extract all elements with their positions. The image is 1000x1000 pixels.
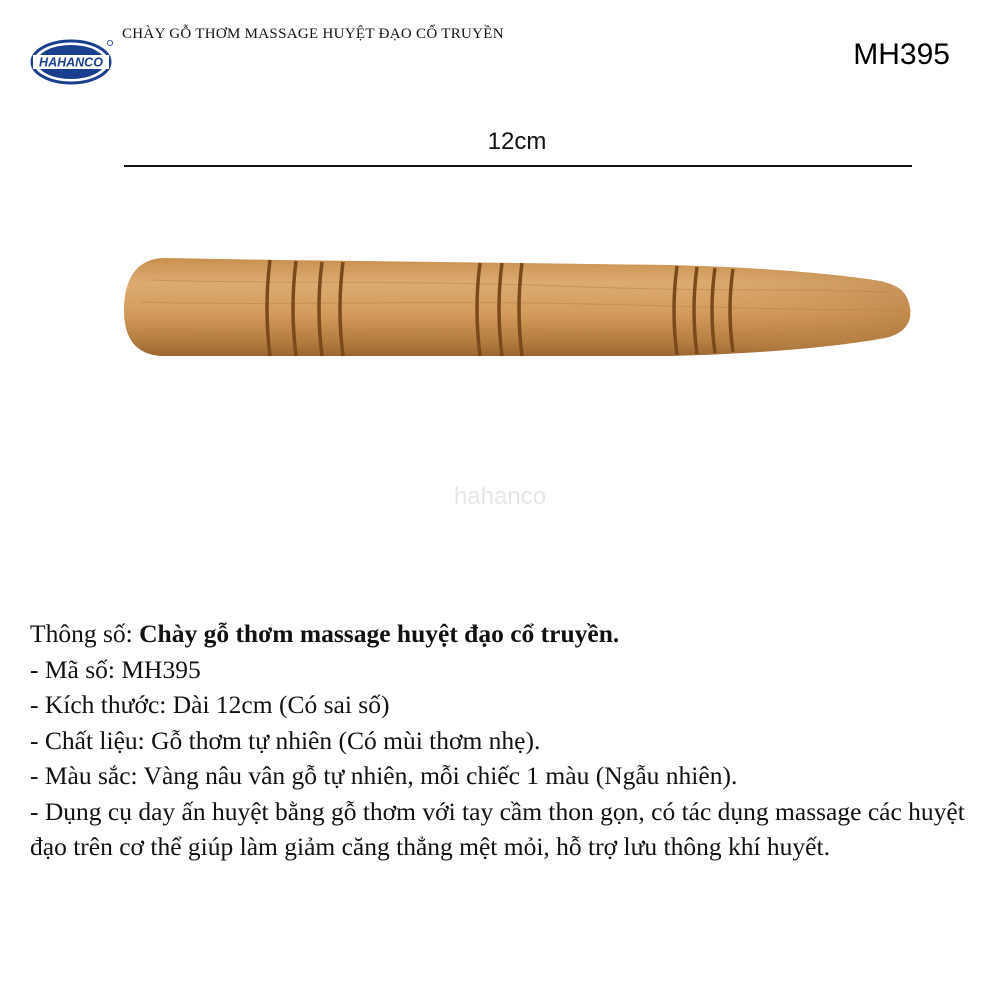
heading-label: Thông số:: [30, 619, 140, 648]
logo-text: HAHANCO: [39, 55, 103, 70]
hahanco-logo: [30, 37, 114, 85]
color-line: - Màu sắc: Vàng nâu vân gỗ tự nhiên, mỗi chiếc 1 màu (Ngẫu nhiên).: [30, 761, 738, 790]
size-line: - Kích thước: Dài 12cm (Có sai số): [30, 690, 390, 719]
watermark-text: hahanco: [453, 483, 547, 510]
page-header-title: CHÀY GỖ THƠM MASSAGE HUYỆT ĐẠO CỔ TRUYỀN: [122, 26, 504, 42]
code-line: - Mã số: MH395: [30, 654, 201, 684]
dimension-label: 12cm: [487, 128, 547, 155]
material-line: - Chất liệu: Gỗ thơm tự nhiên (Có mùi thơm nhẹ).: [30, 725, 541, 755]
usage-line: - Dụng cụ day ấn huyệt bằng gỗ thơm với tay cầm thon gọn, có tác dụng massage các huyệt đạo trên cơ thể giúp làm giảm căng thẳng mệt mỏi, hỗ trợ lưu thông khí huyết.: [30, 796, 965, 861]
heading-product-name: Chày gỗ thơm massage huyệt đạo cổ truyền.: [139, 619, 620, 648]
product-code: MH395: [853, 38, 950, 71]
dimension-line: [124, 165, 912, 167]
wooden-massage-stick-image: [110, 240, 930, 380]
product-description: [30, 616, 965, 865]
description-heading: [30, 616, 965, 652]
